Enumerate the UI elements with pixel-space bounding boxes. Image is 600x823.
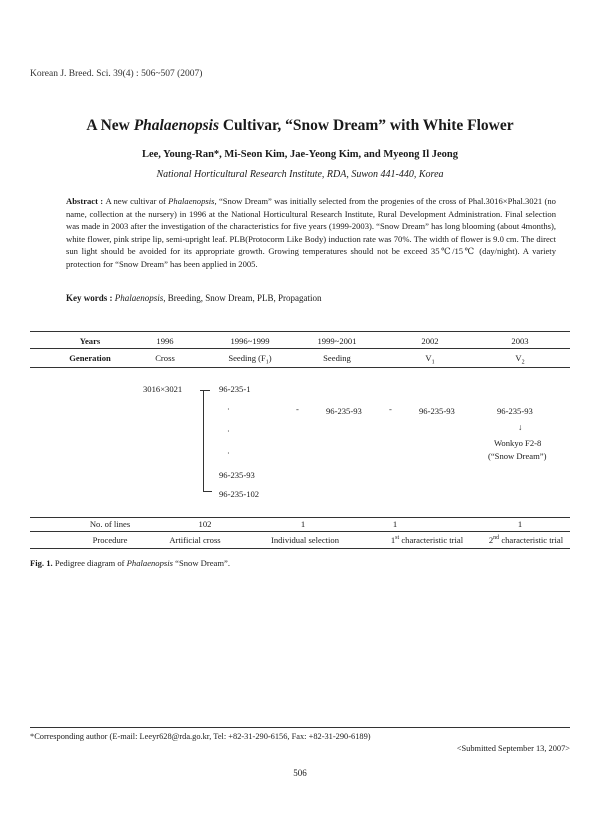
keywords-rest: , Breeding, Snow Dream, PLB, Propagation: [163, 293, 322, 303]
caption-label: Fig. 1.: [30, 558, 53, 568]
generation-seeding: Seeding: [323, 353, 351, 363]
final-cultivar-name: (“Snow Dream”): [488, 451, 547, 461]
year-1999-2001: 1999~2001: [317, 336, 357, 346]
lines-2002: 1: [392, 519, 398, 529]
journal-reference: Korean J. Breed. Sci. 39(4) : 506~507 (2007): [30, 69, 203, 79]
first-trial-suffix: st: [395, 535, 400, 542]
figure-caption: [30, 558, 230, 568]
year-2003: 2003: [511, 336, 529, 346]
generation-cross: Cross: [155, 353, 175, 363]
v1-subscript: 1: [431, 359, 435, 366]
abstract-genus: Phalaenopsis: [168, 196, 215, 206]
abstract-part1: A new cultivar of: [105, 196, 169, 206]
final-line: Wonkyo F2-8: [494, 438, 542, 448]
keywords-label: Key words: [66, 293, 108, 303]
year-1996: 1996: [156, 336, 174, 346]
lines-2003: 1: [517, 519, 523, 529]
generation-seeding-f1: [210, 353, 290, 366]
selection-1999-2001: 96-235-93: [326, 406, 362, 416]
selection-2002: 96-235-93: [419, 406, 455, 416]
procedure-bottom-rule: [30, 548, 570, 549]
abstract-separator: :: [97, 196, 106, 206]
f1-subscript: 1: [265, 359, 269, 366]
first-trial-number: 1: [390, 535, 396, 545]
bracket-vertical: [203, 390, 204, 491]
generation-v1: [400, 353, 460, 366]
first-trial-text: characteristic trial: [399, 535, 464, 545]
title-suffix: Cultivar, “Snow Dream” with White Flower: [218, 117, 514, 134]
procedure-second-trial: [470, 535, 582, 545]
caption-text1: Pedigree diagram of: [52, 558, 127, 568]
corresponding-author-footnote: *Corresponding author (E-mail: Leeyr628@rda.go.kr, Tel: +82-31-290-6156, Fax: +82-31-290-6189): [30, 732, 371, 741]
year-1996-1999: 1996~1999: [230, 336, 270, 346]
procedure-first-trial: [372, 535, 482, 545]
caption-text2: “Snow Dream”.: [172, 558, 231, 568]
abstract: [66, 195, 556, 271]
affiliation: National Horticultural Research Institute, RDA, Suwon 441-440, Korea: [156, 169, 444, 180]
title-prefix: A New: [86, 117, 134, 134]
seeding-f1-close: ): [268, 353, 272, 363]
v2-subscript: 2: [521, 359, 525, 366]
second-trial-number: 2: [488, 535, 494, 545]
lines-top-rule: [30, 517, 570, 518]
keywords: [66, 293, 321, 303]
branch-96-235-102: 96-235-102: [219, 489, 260, 499]
second-trial-suffix: nd: [493, 535, 500, 542]
lines-label: No. of lines: [89, 519, 131, 529]
header-bottom-rule: [30, 367, 570, 368]
figure-top-rule: [30, 331, 570, 332]
lines-1999: 1: [300, 519, 306, 529]
branch-96-235-93: 96-235-93: [219, 470, 255, 480]
keywords-separator: :: [107, 293, 115, 303]
selection-2003: 96-235-93: [497, 406, 533, 416]
procedure-label: Procedure: [92, 535, 128, 545]
branch-dot-1: ·: [227, 404, 230, 414]
submission-date: <Submitted September 13, 2007>: [456, 744, 570, 753]
branch-dot-2: ·: [227, 426, 230, 436]
branch-96-235-1: 96-235-1: [219, 384, 251, 394]
generation-label: Generation: [69, 353, 111, 363]
v1-letter: V: [425, 353, 432, 363]
caption-genus: Phalaenopsis: [126, 558, 173, 568]
page-number: 506: [293, 768, 307, 778]
author-list: Lee, Young-Ran*, Mi-Seon Kim, Jae-Yeong Kim, and Myeong Il Jeong: [141, 149, 459, 160]
v2-letter: V: [515, 353, 522, 363]
dash-1: -: [296, 404, 299, 414]
bracket-bottom-tick: [203, 491, 212, 492]
bracket-top-tick: [200, 390, 210, 391]
lines-bottom-rule: [30, 531, 570, 532]
seeding-f1-text: Seeding (F: [228, 353, 266, 363]
cross-parents: 3016×3021: [143, 384, 183, 394]
lines-1996: 102: [198, 519, 212, 529]
generation-v2: [490, 353, 550, 366]
down-arrow: ↓: [518, 422, 523, 432]
procedure-individual-selection: Individual selection: [270, 535, 340, 545]
dash-2: -: [389, 404, 392, 414]
procedure-artificial-cross: Artificial cross: [169, 535, 221, 545]
abstract-part2: , “Snow Dream” was initially selected from the progenies of the cross of Phal.3016×Phal.3021 (no name, collection at the nursery) in 1996 at the National Horticultural Research Institute, Rural Development Administration. Final selection was made in 2003 after the investigation of the characteristics for five years (1999-2003). “Snow Dream” has long blooming (about 4months), white flower, pink stripe lip, semi-upright leaf. PLB(Protocorm Like Body) induction rate was 70%. The width of flower is 9.0 cm. The direct sun light should be avoided for its appropriate growth. Growing temperatures should not be exceed 35℃/15℃ (day/night). A variety protection for “Snow Dream” has been applied in 2005.: [66, 196, 556, 269]
year-2002: 2002: [421, 336, 439, 346]
second-trial-text: characteristic trial: [499, 535, 564, 545]
title-genus: Phalaenopsis: [133, 117, 219, 134]
years-label: Years: [79, 336, 101, 346]
header-middle-rule: [30, 348, 570, 349]
footnote-rule: [30, 727, 570, 728]
abstract-label: Abstract: [66, 196, 98, 206]
paper-title: [0, 117, 600, 135]
keywords-genus: Phalaenopsis: [114, 293, 164, 303]
branch-dot-3: ·: [227, 448, 230, 458]
